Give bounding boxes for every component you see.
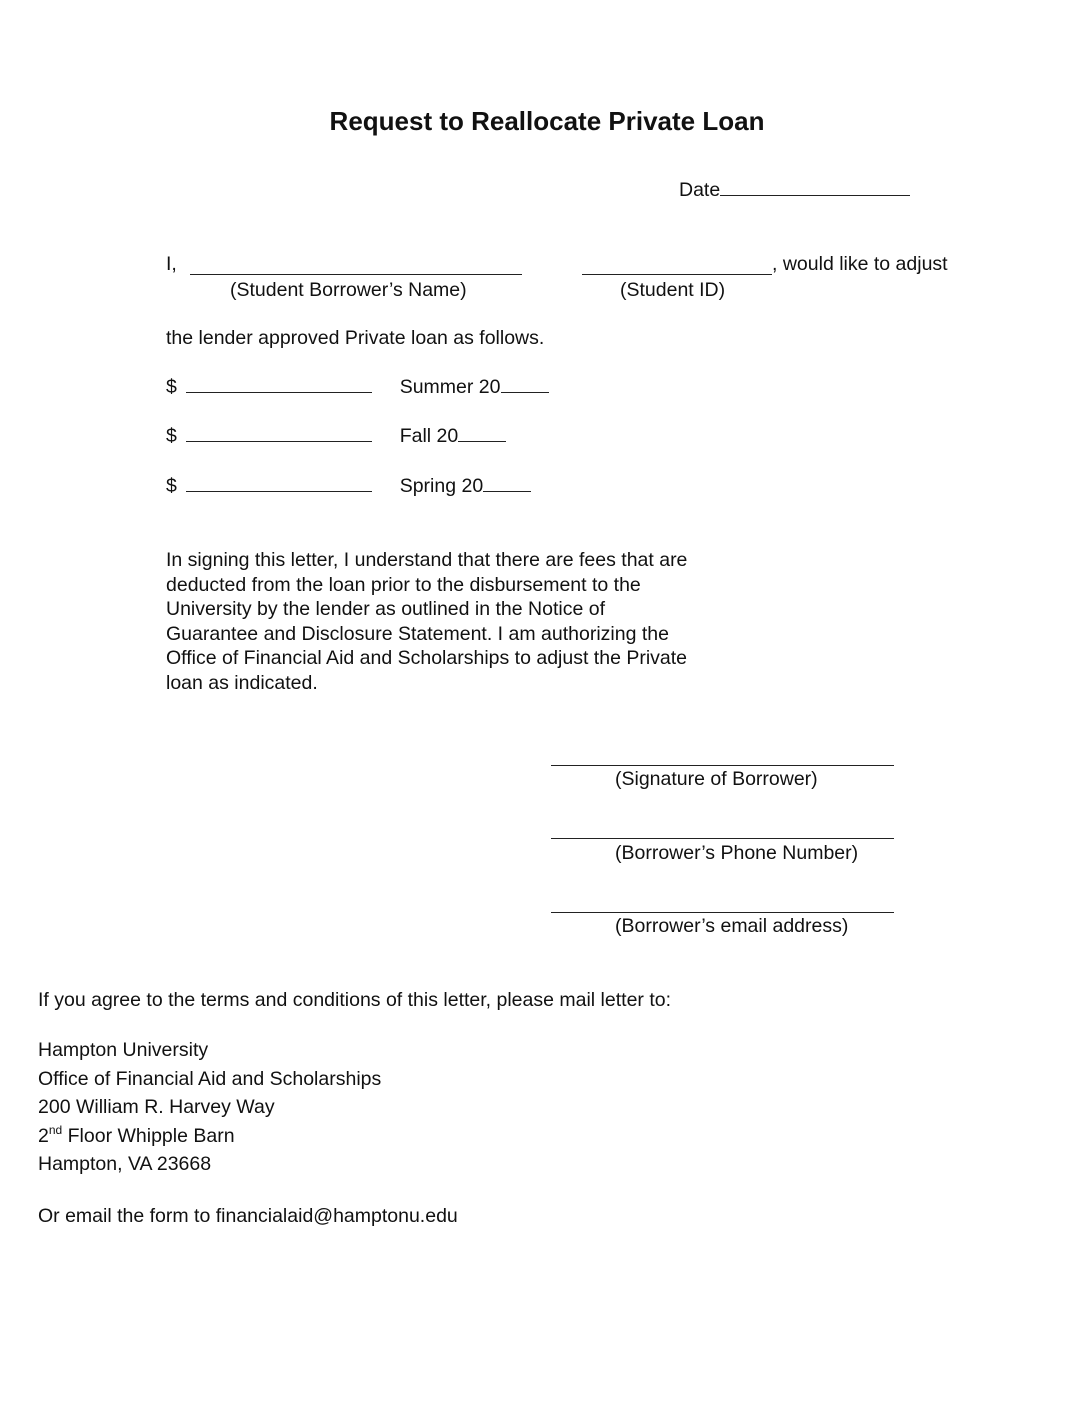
year-blank[interactable] [483, 491, 531, 492]
page-title: Request to Reallocate Private Loan [329, 106, 765, 136]
amount-blank[interactable] [186, 441, 372, 442]
date-blank[interactable] [720, 195, 910, 196]
email-instruction: Or email the form to financialaid@hamptonu.edu [38, 1205, 458, 1227]
allocation-row-spring [166, 477, 531, 497]
currency-symbol: $ [166, 425, 177, 447]
term-label: Summer 20 [399, 376, 501, 398]
floor-text: Floor Whipple Barn [62, 1124, 235, 1147]
year-blank[interactable] [458, 441, 506, 442]
allocation-row-fall [166, 427, 506, 447]
term-label: Fall 20 [399, 425, 459, 447]
amount-blank[interactable] [186, 491, 372, 492]
paragraph-line: loan as indicated. [166, 671, 318, 694]
acknowledgement-paragraph [166, 548, 766, 696]
student-id-caption: (Student ID) [620, 279, 726, 301]
paragraph-line: Office of Financial Aid and Scholarships to adjust the Private [166, 647, 688, 670]
ordinal-suffix: nd [48, 1122, 63, 1137]
amount-blank[interactable] [186, 392, 372, 393]
paragraph-line: Guarantee and Disclosure Statement. I am authorizing the [166, 622, 669, 645]
intro-continuation: the lender approved Private loan as follows. [166, 327, 545, 349]
student-name-blank[interactable] [190, 255, 522, 275]
address-line [38, 1122, 381, 1151]
date-label: Date [679, 179, 721, 201]
address-line: 200 William R. Harvey Way [38, 1096, 275, 1118]
signature-caption: (Signature of Borrower) [615, 768, 818, 790]
email-blank[interactable] [551, 895, 894, 913]
phone-caption: (Borrower’s Phone Number) [615, 842, 859, 864]
mail-instruction: If you agree to the terms and conditions of this letter, please mail letter to: [38, 989, 672, 1011]
signature-blank[interactable] [551, 748, 894, 766]
allocation-row-summer [166, 378, 549, 398]
intro-suffix: , would like to adjust [772, 253, 948, 275]
paragraph-line: University by the lender as outlined in the Notice of [166, 598, 605, 621]
mailing-address [38, 1036, 381, 1179]
address-line: Office of Financial Aid and Scholarships [38, 1067, 382, 1090]
student-name-caption: (Student Borrower’s Name) [230, 279, 467, 301]
date-field [679, 181, 910, 201]
currency-symbol: $ [166, 376, 177, 398]
email-caption: (Borrower’s email address) [615, 915, 849, 937]
address-line: Hampton University [38, 1039, 209, 1061]
paragraph-line: In signing this letter, I understand that there are fees that are [166, 549, 688, 571]
floor-number: 2 [38, 1124, 49, 1147]
student-id-blank[interactable] [582, 255, 772, 275]
currency-symbol: $ [166, 475, 177, 497]
phone-blank[interactable] [551, 821, 894, 839]
term-label: Spring 20 [399, 475, 484, 497]
year-blank[interactable] [501, 392, 549, 393]
intro-prefix: I, [166, 253, 177, 275]
paragraph-line: deducted from the loan prior to the disbursement to the [166, 573, 641, 596]
address-line: Hampton, VA 23668 [38, 1153, 212, 1175]
